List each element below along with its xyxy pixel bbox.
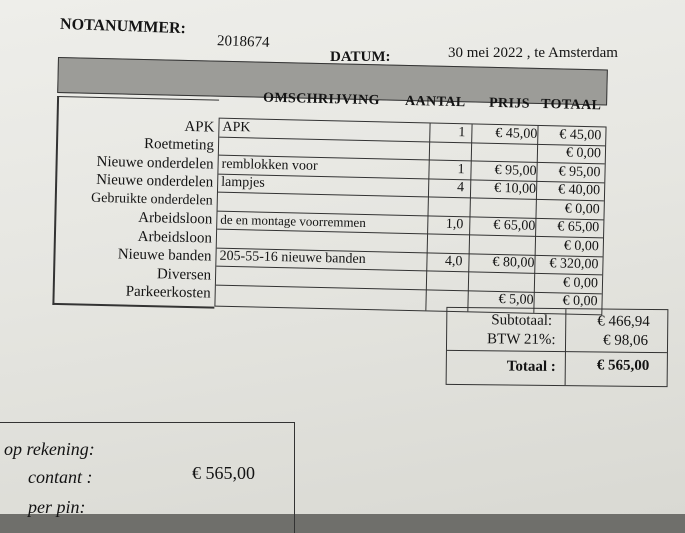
price-cell: € 95,00 — [494, 162, 537, 179]
qty-cell — [427, 234, 463, 253]
col-totaal: TOTAAL — [540, 96, 602, 114]
contant-label: contant : — [28, 467, 93, 487]
rekening-label: op rekening: — [4, 439, 95, 459]
datum-label: DATUM: — [330, 49, 391, 65]
notanummer-label: NOTANUMMER: — [59, 15, 187, 38]
qty-cell — [428, 197, 464, 216]
price-cell: € 45,00 — [495, 125, 538, 142]
totals-divider — [447, 350, 667, 353]
total-cell: € 95,00 — [558, 164, 601, 181]
total-cell: € 0,00 — [562, 275, 599, 292]
qty-cell: 1 — [457, 162, 465, 178]
totals-divider — [565, 309, 567, 385]
price-cell: € 65,00 — [493, 217, 536, 234]
col-aantal: AANTAL — [404, 93, 466, 111]
price-cell: € 10,00 — [493, 180, 537, 197]
row-label: Diversen — [156, 266, 212, 284]
desc-cell: APK — [222, 119, 251, 136]
total-cell: € 45,00 — [559, 127, 602, 144]
pin-label: per pin: — [28, 497, 86, 517]
qty-cell: 1,0 — [445, 216, 464, 233]
total-value: € 565,00 — [596, 357, 650, 374]
total-cell: € 40,00 — [557, 182, 601, 199]
desc-cell — [218, 285, 426, 308]
total-cell: € 320,00 — [549, 256, 599, 273]
row-label: Arbeidsloon — [137, 228, 213, 247]
row-label: Parkeerkosten — [125, 283, 211, 302]
row-label: Nieuwe banden — [117, 246, 212, 265]
row-labels — [52, 96, 219, 309]
total-cell: € 0,00 — [564, 201, 600, 218]
price-cell: € 5,00 — [498, 292, 534, 308]
subtotal-label: Subtotaal: — [491, 312, 553, 329]
notanummer-value: 2018674 — [216, 33, 270, 51]
desc-cell: de en montage voorremmen — [220, 211, 366, 231]
price-cell — [474, 272, 534, 291]
desc-cell: remblokken voor — [221, 156, 318, 174]
total-cell: € 65,00 — [557, 219, 600, 236]
btw-label: BTW 21%: — [486, 331, 556, 348]
desc-cell: lampjes — [221, 174, 265, 191]
totals-box — [446, 307, 669, 387]
qty-cell: 4 — [456, 180, 465, 196]
desc-cell: 205-55-16 nieuwe banden — [219, 248, 366, 268]
row-label: Nieuwe onderdelen — [96, 153, 214, 173]
row-label: Nieuwe onderdelen — [95, 171, 214, 191]
row-label: Arbeidsloon — [138, 209, 213, 228]
qty-cell: 1 — [458, 125, 466, 141]
price-cell — [475, 236, 535, 255]
btw-value: € 98,06 — [602, 332, 649, 349]
qty-cell — [425, 289, 461, 308]
qty-cell — [426, 271, 462, 290]
payment-box — [0, 422, 295, 533]
row-label: Roetmeting — [143, 135, 215, 154]
total-cell: € 0,00 — [565, 145, 602, 162]
line-items-grid — [214, 118, 606, 316]
qty-cell: 4,0 — [444, 253, 463, 270]
total-cell: € 0,00 — [563, 238, 600, 255]
col-omschrijving: OMSCHRIJVING — [262, 90, 381, 109]
datum-value: 30 mei 2022 , te Amsterdam — [448, 45, 618, 61]
price-cell — [475, 199, 535, 218]
total-label: Totaal : — [506, 358, 556, 375]
invoice-table — [52, 57, 605, 317]
total-cell: € 0,00 — [562, 293, 598, 310]
price-cell: € 80,00 — [492, 254, 535, 271]
subtotal-value: € 466,94 — [597, 313, 650, 330]
price-cell — [477, 143, 537, 162]
qty-cell — [429, 141, 465, 160]
row-label: APK — [184, 118, 215, 136]
col-prijs: PRIJS — [488, 95, 531, 112]
row-label: Gebruikte onderdelen — [90, 190, 213, 209]
contant-value: € 565,00 — [192, 463, 255, 483]
